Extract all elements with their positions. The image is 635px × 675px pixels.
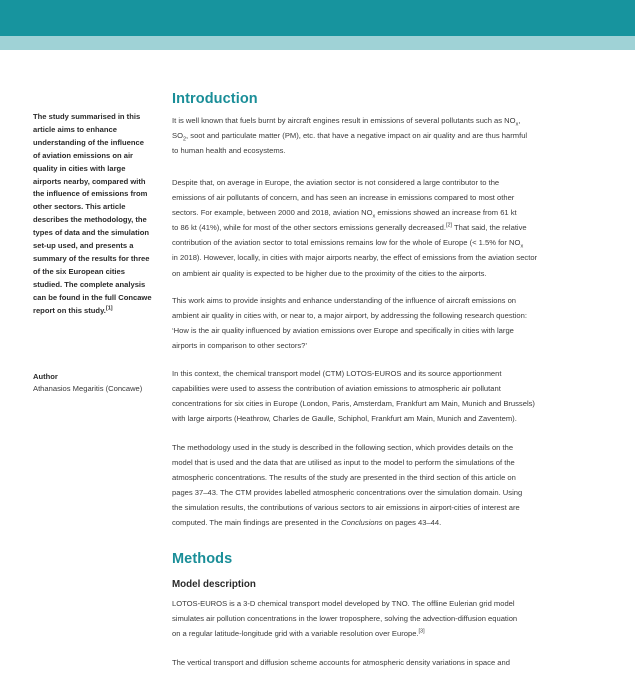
- article-summary: [33, 111, 154, 318]
- text-line: pages 37–43. The CTM provides labelled atmospheric concentrations over the simulation domain. Using: [172, 488, 523, 498]
- text-line: atmospheric concentrations. The results of the study are presented in the third section of this article on: [172, 473, 516, 483]
- intro-paragraph-3: [172, 293, 568, 353]
- text-line: simulates air pollution concentrations in the lower troposphere, solving the advection-diffusion equation: [172, 614, 518, 624]
- text-line: The methodology used in the study is described in the following section, which provides details on the: [172, 443, 514, 452]
- reference-3[interactable]: [3]: [418, 628, 425, 635]
- summary-line-text: report on this study.: [33, 305, 106, 315]
- summary-line: of the six European cities: [33, 266, 125, 276]
- text-run: sectors. For example, between 2000 and 2018, aviation NO: [172, 208, 373, 218]
- text-line: Despite that, on average in Europe, the aviation sector is not considered a large contributor to the: [172, 178, 500, 187]
- text-run: , soot and particulate matter (PM), etc. that have a negative impact on air quality and are thus harmful: [186, 131, 528, 141]
- text-line: airports in comparison to other sectors?’: [172, 341, 308, 351]
- summary-line: of aviation emissions on air: [33, 150, 134, 160]
- text-line: the simulation results, the contributions of various sectors to air emissions in airport-cities of interest are: [172, 503, 520, 513]
- summary-line: describes the methodology, the: [33, 215, 147, 225]
- text-run: computed. The main findings are presented in the: [172, 518, 342, 528]
- text-run: to 86 kt (41%), while for most of the other sectors emissions generally decreased.: [172, 223, 446, 233]
- methods-paragraph-2: [172, 655, 568, 670]
- intro-paragraph-2: [172, 175, 568, 281]
- subscript: x: [520, 243, 524, 250]
- text-line: [172, 235, 568, 250]
- text-line: capabilities were used to assess the contribution of aviation emissions to atmospheric air pollutant: [172, 384, 501, 394]
- introduction-heading: Introduction: [172, 91, 258, 107]
- text-run: It is well known that fuels burnt by aircraft engines result in emissions of several pollutants such as NO: [172, 116, 516, 125]
- text-line: [172, 220, 568, 235]
- text-run: contribution of the aviation sector to total emissions remains low for the whole of Europe (< 1.5% for NO: [172, 238, 521, 248]
- text-run: SO: [172, 131, 183, 141]
- text-line: in 2018). However, locally, in cities with major airports nearby, the effect of emissions from the aviation sector: [172, 253, 538, 263]
- text-line: In this context, the chemical transport model (CTM) LOTOS-EUROS and its source apportionment: [172, 369, 502, 378]
- text-line: on ambient air quality is expected to be higher due to the proximity of the cities to the airports.: [172, 268, 487, 278]
- text-line: [172, 626, 568, 641]
- text-line: with large airports (Heathrow, Charles de Gaulle, Schiphol, Frankfurt am Main, Munich and Zaventem).: [172, 414, 517, 424]
- text-line: emissions of air pollutants of concern, and has seen an increase in emissions compared to most other: [172, 193, 515, 203]
- conclusions-link[interactable]: Conclusions: [341, 518, 383, 528]
- reference-2[interactable]: [2]: [445, 222, 453, 229]
- author-block: [33, 371, 154, 395]
- text-line: [172, 113, 568, 128]
- text-run: That said, the relative: [452, 223, 527, 233]
- text-line: LOTOS-EUROS is a 3-D chemical transport model developed by TNO. The offline Eulerian grid model: [172, 599, 515, 608]
- summary-line: article aims to enhance: [33, 124, 117, 134]
- text-run: emissions showed an increase from 61 kt: [375, 208, 517, 218]
- header-band: [0, 0, 635, 36]
- text-line: [172, 515, 568, 530]
- text-line: model that is used and the data that are utilised as input to the model to perform the simulations of the: [172, 458, 515, 468]
- text-line: ‘How is the air quality influenced by aviation emissions over Europe and specifically in cities with large: [172, 326, 514, 336]
- text-run: on a regular latitude-longitude grid with a variable resolution over Europe.: [172, 629, 419, 639]
- subscript: x: [372, 213, 376, 220]
- text-run: ,: [518, 116, 521, 125]
- author-label: Author: [33, 372, 58, 381]
- summary-line: other sectors. This article: [33, 202, 126, 212]
- text-line: The vertical transport and diffusion scheme accounts for atmospheric density variations in space and: [172, 658, 510, 667]
- summary-line: [33, 305, 154, 318]
- header-band-light: [0, 36, 635, 50]
- reference-1[interactable]: [1]: [105, 305, 113, 312]
- text-line: This work aims to provide insights and enhance understanding of the influence of aircraft emissions on: [172, 296, 517, 305]
- summary-line: types of data and the simulation: [33, 228, 150, 238]
- summary-line: quality in cities with large: [33, 163, 126, 173]
- text-line: concentrations for six cities in Europe (London, Paris, Amsterdam, Frankfurt am Main, Munich and Brussels): [172, 399, 535, 409]
- summary-line: set-up used, and presents a: [33, 241, 134, 251]
- subscript: 2: [182, 136, 187, 143]
- model-description-heading: Model description: [172, 579, 256, 590]
- intro-paragraph-5: [172, 440, 568, 531]
- author-name: Athanasios Megaritis (Concawe): [33, 384, 143, 393]
- model-description-wrap: [172, 579, 568, 590]
- methods-paragraph-1: [172, 596, 568, 641]
- summary-line: The study summarised in this: [33, 112, 141, 121]
- subscript: x: [515, 121, 519, 128]
- text-line: to human health and ecosystems.: [172, 146, 286, 156]
- text-run: on pages 43–44.: [382, 518, 442, 528]
- text-line: [172, 205, 568, 220]
- summary-line: understanding of the influence: [33, 137, 144, 147]
- summary-line: the influence of emissions from: [33, 189, 148, 199]
- methods-heading: Methods: [172, 551, 233, 567]
- text-line: [172, 128, 568, 143]
- summary-line: summary of the results for three: [33, 253, 150, 263]
- intro-paragraph-1: [172, 113, 568, 158]
- summary-line: airports nearby, compared with: [33, 176, 146, 186]
- introduction-heading-wrap: [172, 91, 568, 107]
- summary-line: can be found in the full Concawe: [33, 292, 152, 302]
- summary-line: studied. The complete analysis: [33, 279, 146, 289]
- methods-heading-wrap: [172, 551, 568, 567]
- text-line: ambient air quality in cities with, or near to, a major airport, by addressing the following research question:: [172, 311, 527, 321]
- intro-paragraph-4: [172, 366, 568, 426]
